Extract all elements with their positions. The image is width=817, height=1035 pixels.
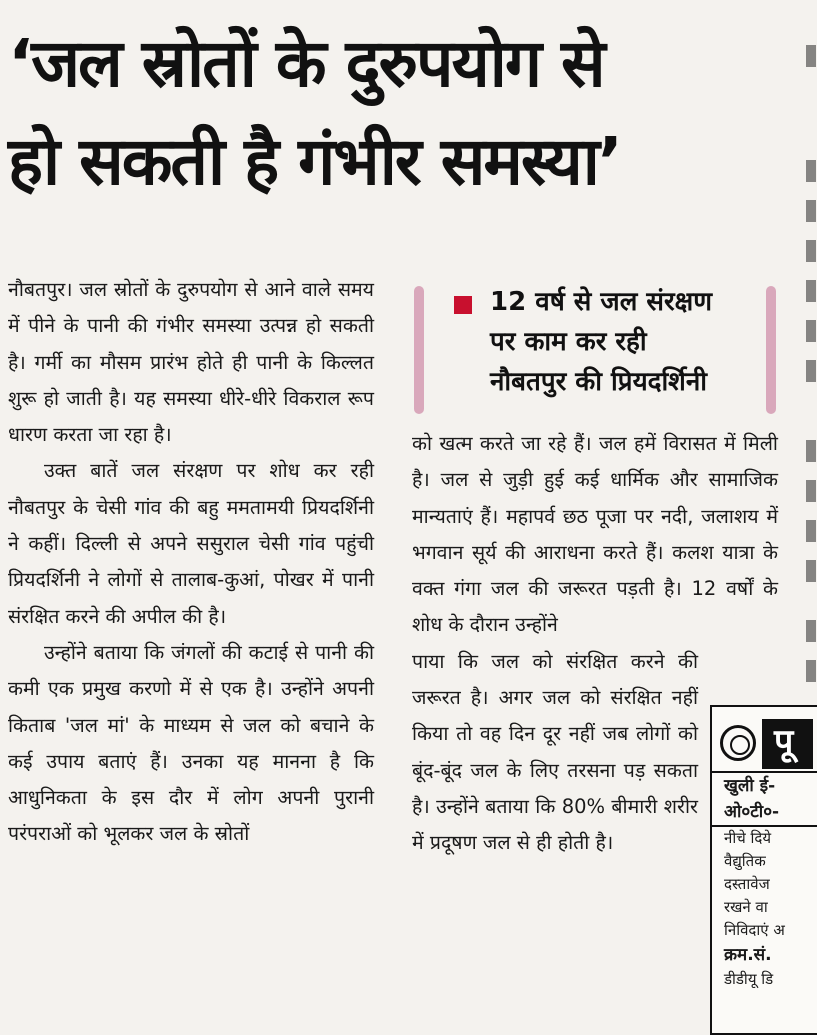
cropped-text-mark (806, 200, 816, 222)
notice-heading: पू (762, 719, 813, 769)
red-square-bullet-icon (454, 296, 472, 314)
article-paragraph: नौबतपुर। जल स्रोतों के दुरुपयोग से आने वाले समय में पीने के पानी की गंभीर समस्या उत्पन्न हो सकती है। गर्मी का मौसम प्रारंभ होते ही पानी के किल्लत शुरू हो जाती है। यह समस्या धीरे-धीरे विकराल रूप धारण करता जा रहा है। (8, 278, 374, 447)
cropped-text-mark (806, 660, 816, 682)
notice-line: ओ०टी०- (712, 799, 817, 827)
cropped-text-mark (806, 440, 816, 462)
cropped-text-mark (806, 280, 816, 302)
pull-quote-bar-left (414, 286, 424, 414)
cropped-text-mark (806, 240, 816, 262)
pull-quote-line: नौबतपुर की प्रियदर्शिनी (490, 367, 708, 397)
pull-quote-line: पर काम कर रही (490, 327, 647, 357)
cropped-text-mark (806, 360, 816, 382)
cropped-text-mark (806, 560, 816, 582)
cropped-text-mark (806, 620, 816, 642)
pull-quote-line: 12 वर्ष से जल संरक्षण (490, 287, 713, 317)
cropped-text-mark (806, 480, 816, 502)
pull-quote (414, 282, 776, 417)
cropped-text-mark (806, 520, 816, 542)
pull-quote-text (490, 282, 760, 402)
article-paragraph: उक्त बातें जल संरक्षण पर शोध कर रही नौबतपुर के चेसी गांव की बहु ममतामयी प्रियदर्शिनी ने कहीं। दिल्ली से अपने ससुराल चेसी गांव पहुंची प्रियदर्शिनी ने लोगों से तालाब-कुआं, पोखर में पानी संरक्षित करने की अपील की है। (8, 459, 374, 628)
cropped-text-mark (806, 45, 816, 67)
notice-serial-label: क्रम.सं. (724, 945, 772, 965)
notice-line: डीडीयू डि (724, 970, 774, 988)
headline-line-2: हो सकती है गंभीर समस्या’ (8, 123, 621, 200)
notice-line: दस्तावेज (724, 875, 770, 893)
pull-quote-bar-right (766, 286, 776, 414)
notice-line: निविदाएं अ (724, 921, 785, 939)
notice-header (712, 707, 817, 773)
article-paragraph: पाया कि जल को संरक्षित करने की जरूरत है। अगर जल को संरक्षित नहीं किया तो वह दिन दूर नहीं जब लोगों को बूंद-बूंद जल के लिए तरसना पड़ सकता है। उन्होंने बताया कि 80% बीमारी शरीर में प्रदूषण जल से ही होती है। (412, 649, 698, 855)
tender-notice-box (710, 705, 817, 1035)
article-paragraph: उन्होंने बताया कि जंगलों की कटाई से पानी की कमी एक प्रमुख करणो में से एक है। उन्होंने अपनी किताब 'जल मां' के माध्यम से जल को बचाने के कई उपाय बताएं हैं। उनका यह मानना है कि आधुनिकता के इस दौर में लोग अपनी पुरानी परंपराओं को भूलकर जल के स्रोतों (8, 640, 374, 846)
cropped-text-mark (806, 320, 816, 342)
article-paragraph: को खत्म करते जा रहे हैं। जल हमें विरासत में मिली है। जल से जुड़ी हुई कई धार्मिक और सामाजिक मान्यताएं हैं। महापर्व छठ पूजा पर नदी, जलाशय में भगवान सूर्य की आराधना करते हैं। कलश यात्रा के वक्त गंगा जल की जरूरत पड़ती है। 12 वर्षों के शोध के दौरान उन्होंने (412, 432, 778, 637)
article-column-left (8, 272, 374, 853)
notice-line: खुली ई- (724, 776, 776, 796)
railway-emblem-icon (720, 725, 756, 761)
notice-line: नीचे दिये (724, 829, 772, 847)
notice-line: वैद्युतिक (724, 852, 766, 870)
headline (8, 18, 798, 208)
headline-line-1: ‘जल स्रोतों के दुरुपयोग से (8, 25, 604, 102)
cropped-text-mark (806, 160, 816, 182)
notice-line: रखने वा (724, 898, 768, 916)
